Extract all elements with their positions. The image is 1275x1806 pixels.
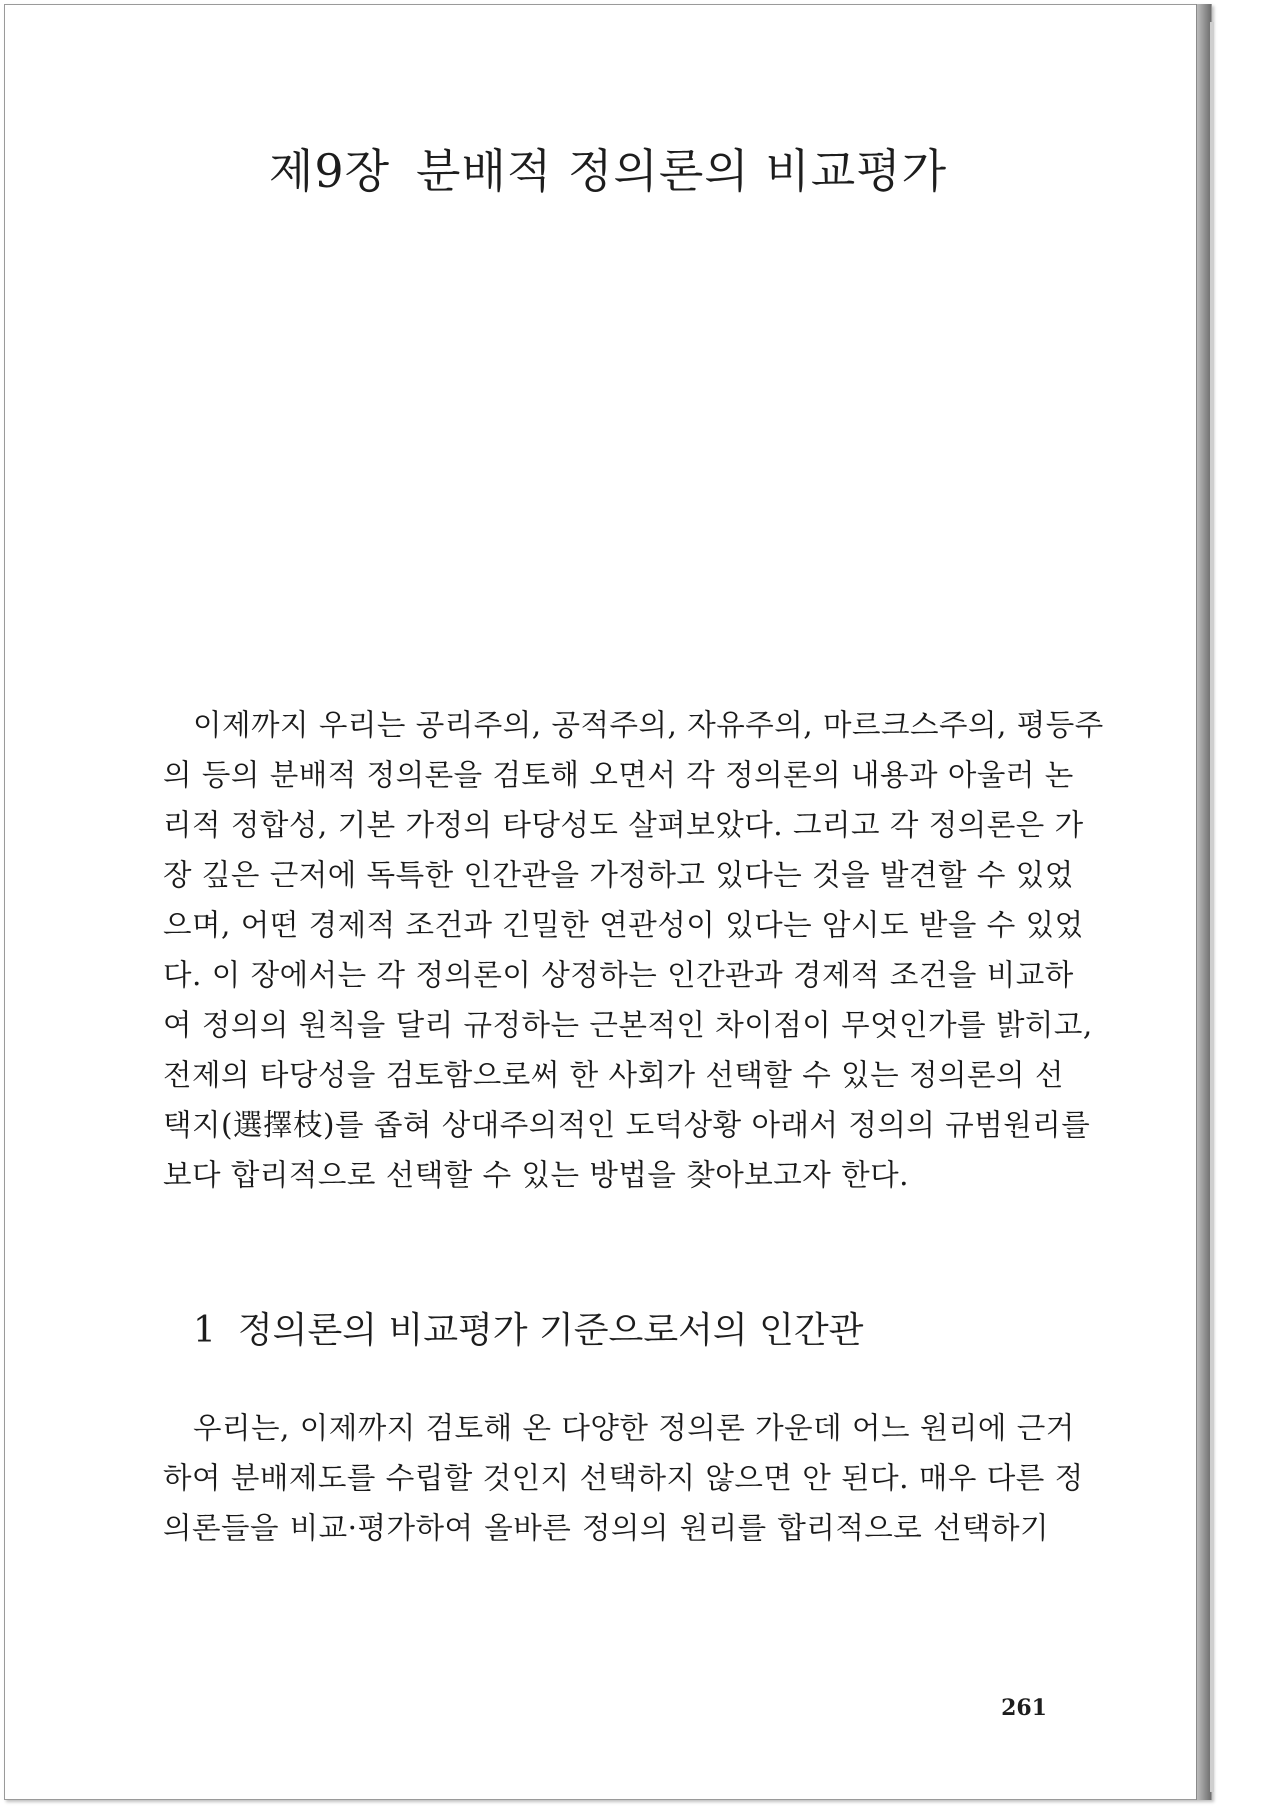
paragraph-line: 우리는, 이제까지 검토해 온 다양한 정의론 가운데 어느 원리에 근거 (193, 1411, 1075, 1445)
paragraph-line: 택지(選擇枝)를 좁혀 상대주의적인 도덕상황 아래서 정의의 규범원리를 (163, 1108, 1091, 1142)
page-number: 261 (1001, 1695, 1047, 1721)
chapter-title-text: 분배적 정의론의 비교평가 (416, 144, 948, 198)
chapter-number: 제9장 (268, 144, 391, 198)
paragraph-line: 의 등의 분배적 정의론을 검토해 오면서 각 정의론의 내용과 아울러 논 (163, 758, 1074, 792)
paragraph-line: 전제의 타당성을 검토함으로써 한 사회가 선택할 수 있는 정의론의 선 (163, 1058, 1064, 1092)
page-edge-shadow (1196, 4, 1211, 1800)
section-paragraph (163, 1403, 1084, 1553)
section-title: 정의론의 비교평가 기준으로서의 인간관 (237, 1310, 864, 1351)
section-heading (193, 1302, 863, 1353)
paragraph-line: 여 정의의 원칙을 달리 규정하는 근본적인 차이점이 무엇인가를 밝히고, (163, 1008, 1093, 1042)
paragraph-line: 장 깊은 근저에 독특한 인간관을 가정하고 있다는 것을 발견할 수 있었 (163, 858, 1074, 892)
book-page (4, 4, 1212, 1800)
paragraph-line: 보다 합리적으로 선택할 수 있는 방법을 찾아보고자 한다. (163, 1158, 909, 1192)
paragraph-line: 의론들을 비교·평가하여 올바른 정의의 원리를 합리적으로 선택하기 (163, 1511, 1049, 1545)
paragraph-line: 리적 정합성, 기본 가정의 타당성도 살펴보았다. 그리고 각 정의론은 가 (163, 808, 1084, 842)
paragraph-line: 으며, 어떤 경제적 조건과 긴밀한 연관성이 있다는 암시도 받을 수 있었 (163, 908, 1084, 942)
paragraph-line: 이제까지 우리는 공리주의, 공적주의, 자유주의, 마르크스주의, 평등주 (193, 708, 1104, 742)
intro-paragraph (163, 700, 1104, 1200)
chapter-title (5, 135, 1211, 201)
paragraph-line: 다. 이 장에서는 각 정의론이 상정하는 인간관과 경제적 조건을 비교하 (163, 958, 1074, 992)
page-edge-highlight (1210, 22, 1214, 1792)
section-number: 1 (193, 1310, 216, 1351)
paragraph-line: 하여 분배제도를 수립할 것인지 선택하지 않으면 안 된다. 매우 다른 정 (163, 1461, 1084, 1495)
